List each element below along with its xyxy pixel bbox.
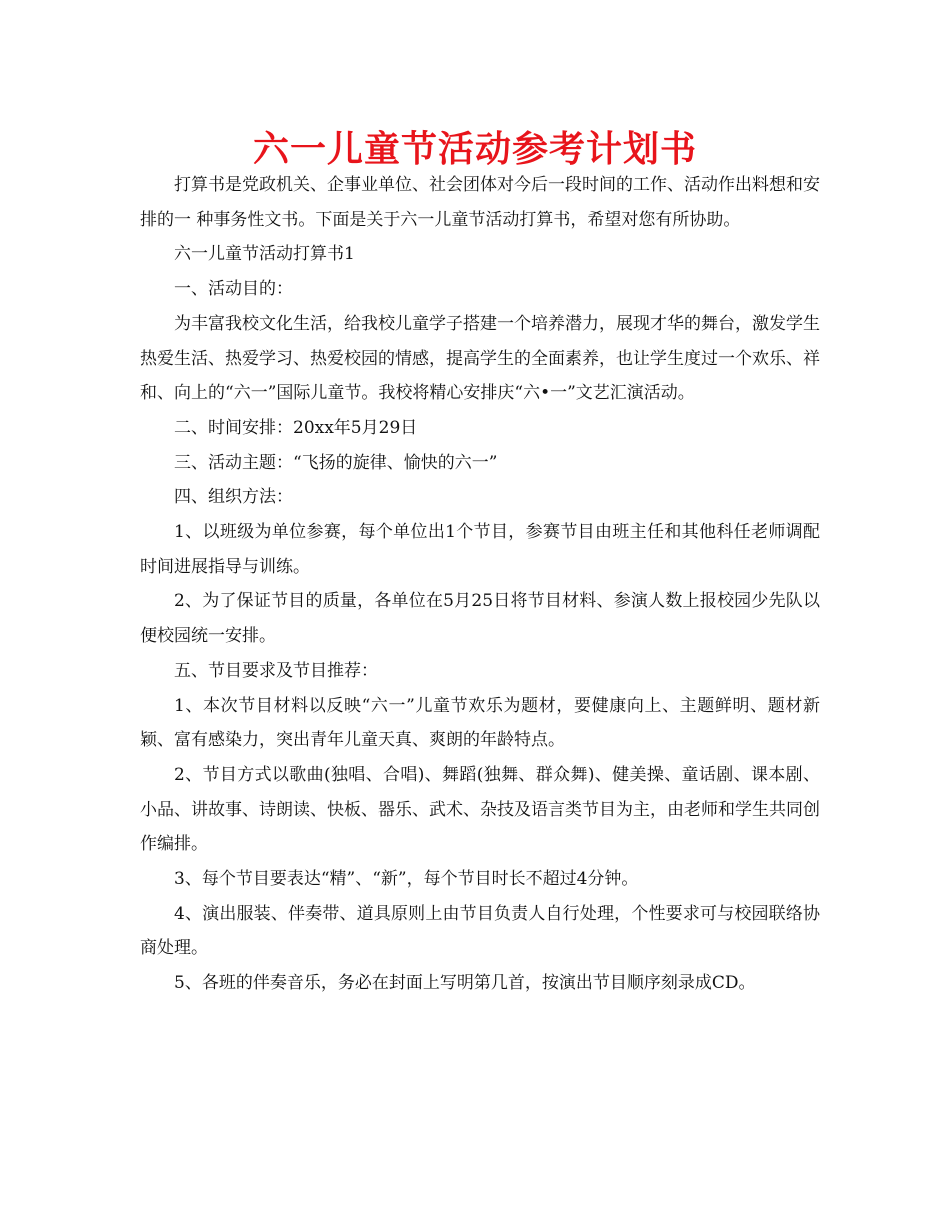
intro-paragraph: 打算书是党政机关、企事业单位、社会团体对今后一段时间的工作、活动作出料想和安排的一 种事务性文书。下面是关于六一儿童节活动打算书，希望对您有所协助。 xyxy=(140,175,820,230)
section-heading-requirements: 五、节目要求及节目推荐： xyxy=(174,660,378,681)
organization-item-1: 1、以班级为单位参赛，每个单位出1个节目，参赛节目由班主任和其他科任老师调配时间进展指导与训练。 xyxy=(140,522,820,577)
requirement-item-5: 5、各班的伴奏音乐，务必在封面上写明第几首，按演出节目顺序刻录成CD。 xyxy=(174,973,756,994)
requirement-item-1: 1、本次节目材料以反映“六一”儿童节欢乐为题材，要健康向上、主题鲜明、题材新颖、富有感染力，突出青年儿童天真、爽朗的年龄特点。 xyxy=(140,695,820,751)
document-body xyxy=(140,168,820,1001)
plan-heading: 六一儿童节活动打算书1 xyxy=(174,244,355,265)
requirement-item-2: 2、节目方式以歌曲(独唱、合唱)、舞蹈(独舞、群众舞)、健美操、童话剧、课本剧、小品、讲故事、诗朗读、快板、器乐、武术、杂技及语言类节目为主，由老师和学生共同创作编排。 xyxy=(140,764,820,855)
document-title: 六一儿童节活动参考计划书 xyxy=(252,129,697,170)
theme-line: 三、活动主题：“飞扬的旋律、愉快的六一” xyxy=(174,452,498,473)
organization-item-2: 2、为了保证节目的质量，各单位在5月25日将节目材料、参演人数上报校园少先队以便校园统一安排。 xyxy=(140,591,820,647)
section-heading-organization: 四、组织方法： xyxy=(174,487,293,508)
section-heading-purpose: 一、活动目的： xyxy=(174,279,293,300)
purpose-paragraph: 为丰富我校文化生活，给我校儿童学子搭建一个培养潜力，展现才华的舞台，激发学生热爱生活、热爱学习、热爱校园的情感，提高学生的全面素养，也让学生度过一个欢乐、祥和、向上的“六一”国际儿童节。我校将精心安排庆“六•一”文艺汇演活动。 xyxy=(140,313,820,404)
requirement-item-3: 3、每个节目要表达“精”、“新”，每个节目时长不超过4分钟。 xyxy=(174,869,639,890)
schedule-line: 二、时间安排：20xx年5月29日 xyxy=(174,417,418,438)
requirement-item-4: 4、演出服装、伴奏带、道具原则上由节目负责人自行处理，个性要求可与校园联络协商处理。 xyxy=(140,903,820,959)
